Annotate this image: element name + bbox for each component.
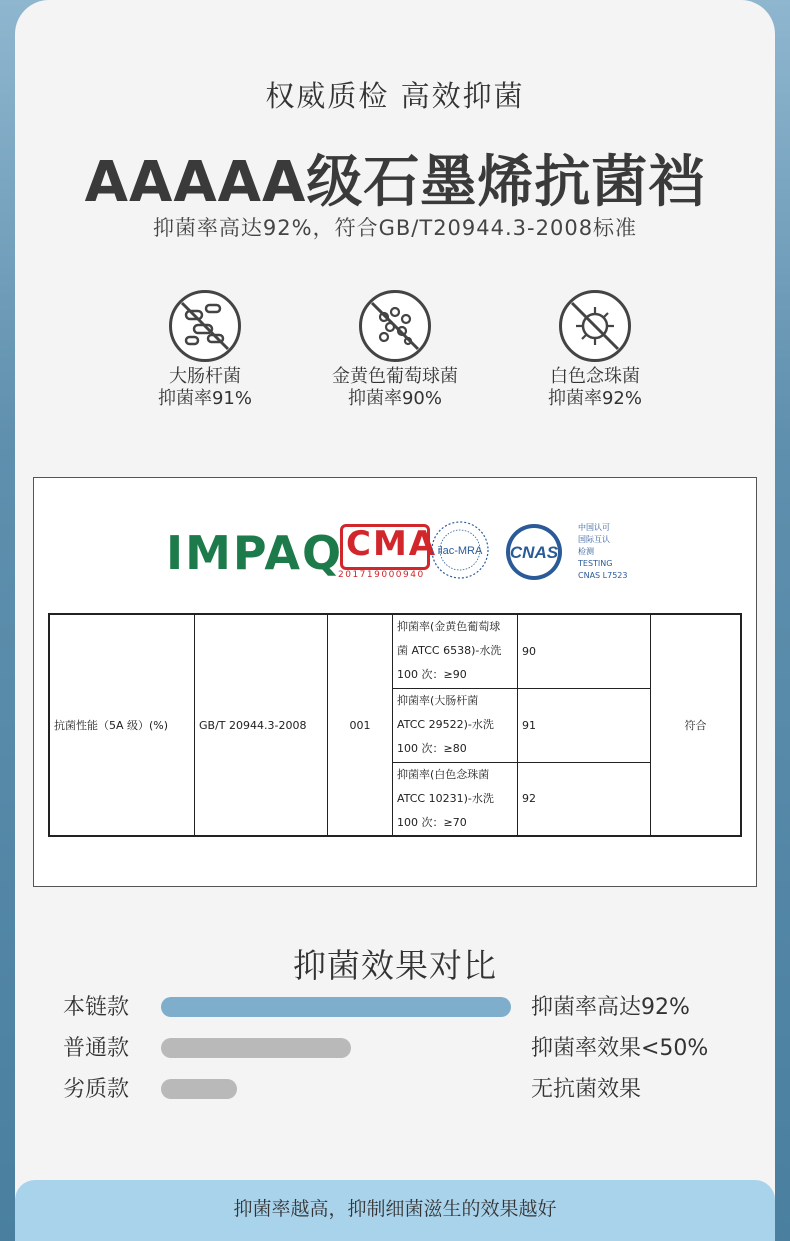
cma-number: 201719000940 [338, 570, 425, 580]
comparison-bar [161, 1079, 237, 1099]
no-bacteria-icon [169, 290, 241, 362]
test-desc: 抑菌率(大肠杆菌 ATCC 29522)-水洗 100 次：≥80 [393, 688, 518, 762]
comparison-row [15, 1072, 775, 1102]
test-desc: 抑菌率(白色念珠菌 ATCC 10231)-水洗 100 次：≥70 [393, 762, 518, 836]
test-value: 91 [518, 688, 651, 762]
bacteria-name: 白色念珠菌 [550, 366, 640, 387]
certification-logos [34, 518, 756, 588]
test-standard: GB/T 20944.3-2008 [195, 614, 328, 836]
bacteria-name: 金黄色葡萄球菌 [332, 366, 458, 387]
ilac-logo [426, 518, 494, 590]
comparison-label: 本链款 [63, 995, 130, 1020]
comparison-note: 抑菌率高达92% [531, 995, 690, 1020]
test-item: 抗菌性能（5A 级）(%) [49, 614, 195, 836]
bacteria-item-ecoli [115, 290, 295, 410]
cma-logo: CMA [346, 524, 438, 564]
content-card [15, 0, 775, 1241]
comparison-label: 劣质款 [63, 1077, 130, 1102]
bacteria-item-candida [505, 290, 685, 410]
test-desc: 抑菌率(金黄色葡萄球 菌 ATCC 6538)-水洗 100 次：≥90 [393, 614, 518, 688]
cnas-logo [500, 522, 572, 586]
bacteria-rate: 抑菌率92% [547, 388, 642, 409]
comparison-title: 抑菌效果对比 [293, 946, 497, 985]
comparison-bar [161, 1038, 351, 1058]
page-title: AAAAA级石墨烯抗菌裆 [84, 150, 706, 215]
impaq-logo: IMPAQ [166, 526, 344, 580]
test-report [33, 477, 757, 887]
test-value: 92 [518, 762, 651, 836]
comparison-row [15, 1031, 775, 1061]
cnas-side-text: 中国认可 国际互认 检测 TESTING CNAS L7523 [578, 523, 628, 580]
comparison-row [15, 990, 775, 1020]
no-virus-icon [559, 290, 631, 362]
section-subtitle: 权威质检 高效抑菌 [265, 79, 525, 113]
comparison-note: 无抗菌效果 [531, 1077, 642, 1102]
ilac-text: ilac-MRA [437, 545, 483, 557]
bacteria-rate: 抑菌率91% [157, 388, 252, 409]
bacteria-item-staph [305, 290, 485, 410]
test-result-table [48, 613, 742, 837]
comparison-note: 抑菌率效果<50% [531, 1036, 709, 1061]
test-result: 符合 [651, 614, 742, 836]
standard-line: 抑菌率高达92%，符合GB/T20944.3-2008标准 [152, 216, 638, 240]
no-staph-icon [359, 290, 431, 362]
cnas-text: CNAS [509, 543, 559, 562]
test-code: 001 [328, 614, 393, 836]
comparison-label: 普通款 [63, 1036, 130, 1061]
table-row [49, 614, 741, 688]
comparison-bar [161, 997, 511, 1017]
footer-banner: 抑菌率越高，抑制细菌滋生的效果越好 [15, 1180, 775, 1241]
bacteria-name: 大肠杆菌 [169, 366, 241, 387]
bacteria-rate: 抑菌率90% [347, 388, 442, 409]
test-value: 90 [518, 614, 651, 688]
